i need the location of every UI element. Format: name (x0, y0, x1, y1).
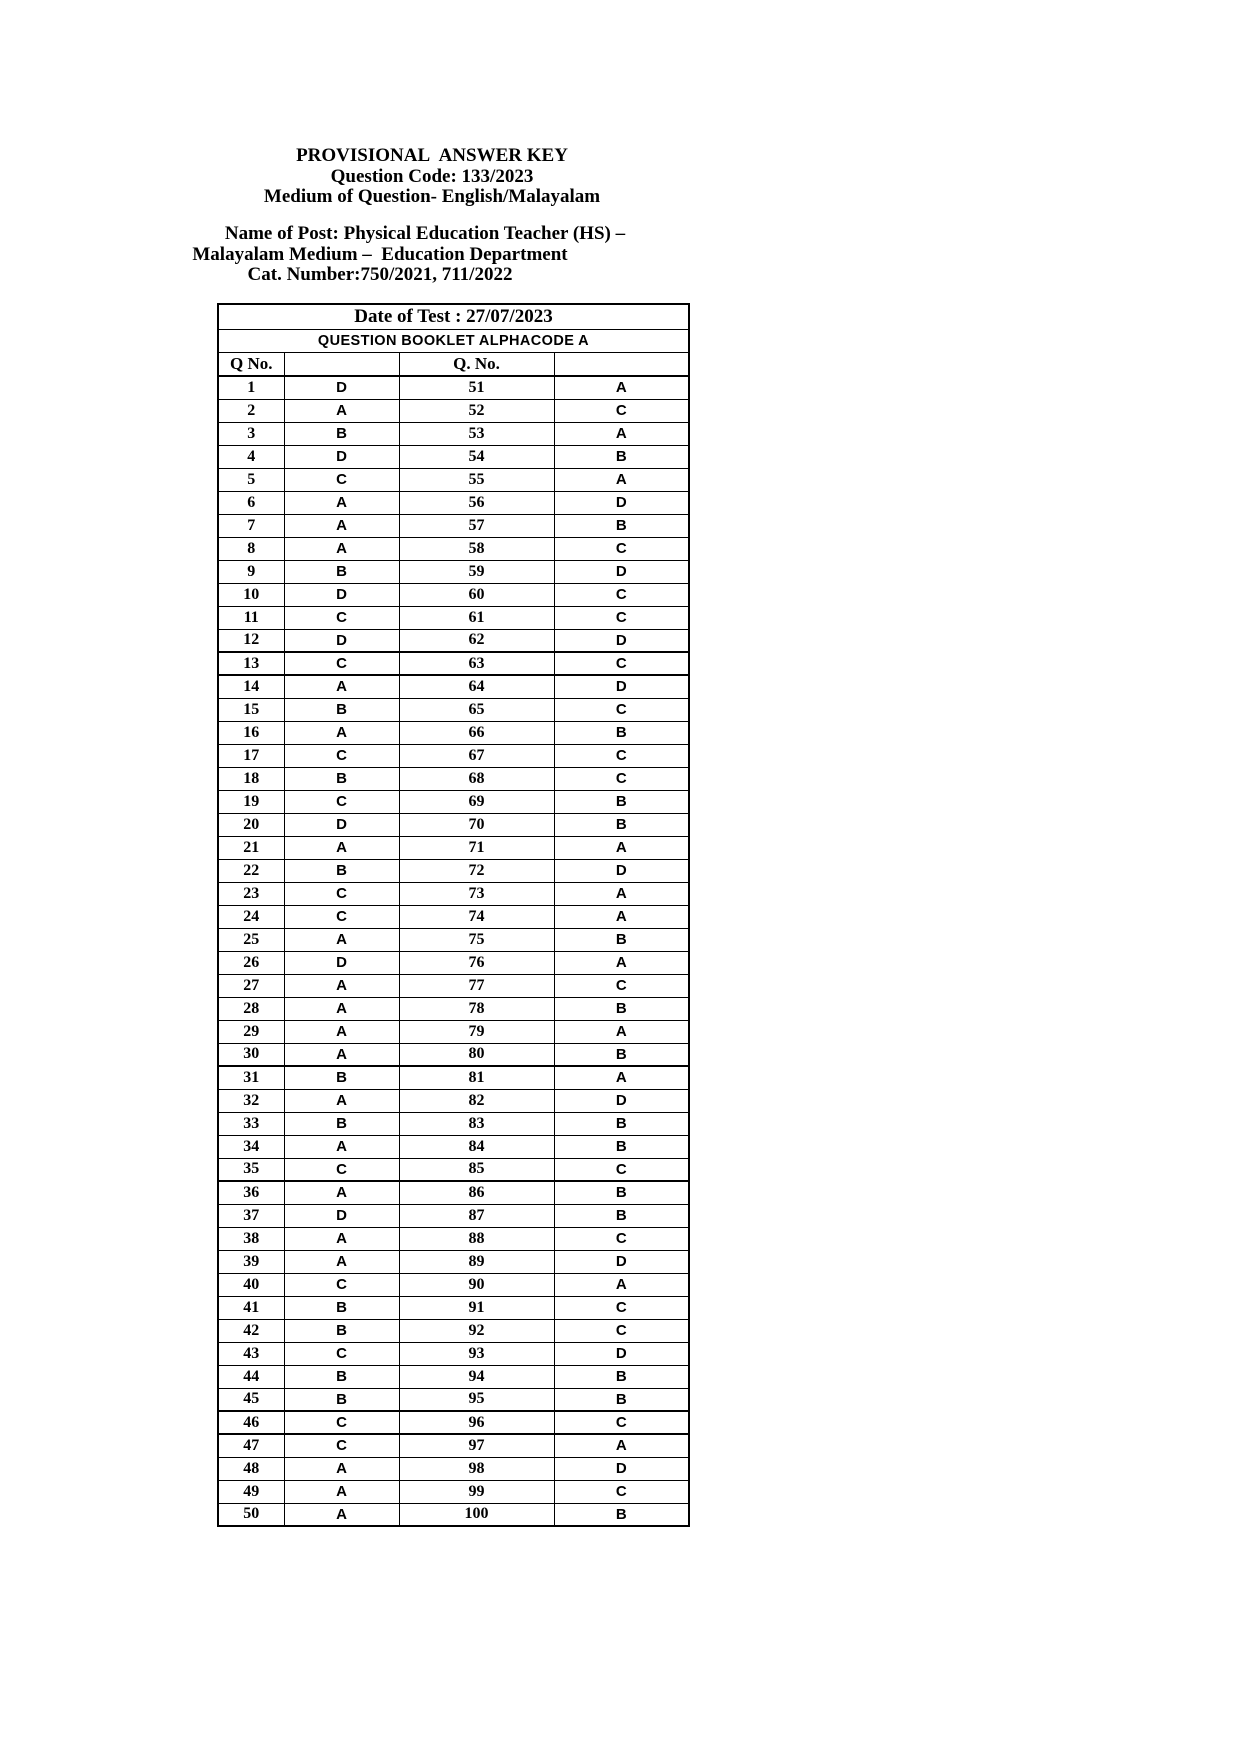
table-row (218, 721, 689, 744)
answer-cell: A (284, 1480, 399, 1503)
question-number-cell: 46 (218, 1411, 284, 1434)
answer-cell: A (554, 468, 689, 491)
answer-cell: C (554, 1480, 689, 1503)
column-header-row (218, 353, 689, 377)
table-row (218, 1480, 689, 1503)
table-row (218, 560, 689, 583)
table-row (218, 790, 689, 813)
question-number-cell: 42 (218, 1319, 284, 1342)
answer-cell: A (554, 376, 689, 399)
answer-cell: D (284, 951, 399, 974)
answer-cell: A (554, 422, 689, 445)
answer-cell: B (554, 813, 689, 836)
answer-cell: C (554, 583, 689, 606)
question-number-cell: 31 (218, 1066, 284, 1089)
answer-cell: A (284, 1181, 399, 1204)
answer-cell: D (554, 629, 689, 652)
answer-cell: B (554, 1204, 689, 1227)
question-number-cell: 5 (218, 468, 284, 491)
table-row (218, 836, 689, 859)
qno-header-right: Q. No. (399, 353, 554, 377)
qno-header-left: Q No. (218, 353, 284, 377)
table-row (218, 1457, 689, 1480)
question-number-cell: 54 (399, 445, 554, 468)
answer-cell: A (284, 974, 399, 997)
table-row (218, 1250, 689, 1273)
question-number-cell: 40 (218, 1273, 284, 1296)
answer-cell: B (554, 1503, 689, 1526)
answer-cell: B (554, 790, 689, 813)
question-number-cell: 84 (399, 1135, 554, 1158)
answer-cell: B (284, 1365, 399, 1388)
answer-cell: C (284, 1158, 399, 1181)
question-number-cell: 82 (399, 1089, 554, 1112)
question-number-cell: 10 (218, 583, 284, 606)
answer-cell: B (554, 445, 689, 468)
question-number-cell: 12 (218, 629, 284, 652)
question-number-cell: 50 (218, 1503, 284, 1526)
table-row (218, 974, 689, 997)
answer-cell: C (284, 606, 399, 629)
question-number-cell: 57 (399, 514, 554, 537)
table-row (218, 1365, 689, 1388)
question-number-cell: 52 (399, 399, 554, 422)
question-number-cell: 91 (399, 1296, 554, 1319)
question-number-cell: 18 (218, 767, 284, 790)
question-number-cell: 76 (399, 951, 554, 974)
name-of-post-line: Name of Post: Physical Education Teacher (HS) – (224, 223, 626, 244)
question-number-cell: 7 (218, 514, 284, 537)
answer-cell: A (554, 1066, 689, 1089)
answer-cell: C (284, 1342, 399, 1365)
answer-cell: B (554, 1112, 689, 1135)
answer-cell: C (554, 744, 689, 767)
answer-cell: B (284, 422, 399, 445)
answer-cell: B (554, 997, 689, 1020)
question-number-cell: 97 (399, 1434, 554, 1457)
question-number-cell: 33 (218, 1112, 284, 1135)
post-department-line: Malayalam Medium – Education Department (192, 243, 568, 265)
table-row (218, 1158, 689, 1181)
answer-cell: D (284, 583, 399, 606)
table-row (218, 1020, 689, 1043)
question-number-cell: 56 (399, 491, 554, 514)
question-number-cell: 85 (399, 1158, 554, 1181)
answer-cell: D (554, 560, 689, 583)
table-row (218, 1204, 689, 1227)
answer-cell: A (284, 1020, 399, 1043)
answer-cell: C (554, 399, 689, 422)
table-row (218, 1296, 689, 1319)
post-details-block (130, 224, 630, 286)
question-number-cell: 4 (218, 445, 284, 468)
question-number-cell: 61 (399, 606, 554, 629)
answer-cell: A (284, 1457, 399, 1480)
question-number-cell: 29 (218, 1020, 284, 1043)
answer-cell: B (284, 1296, 399, 1319)
answer-cell: C (284, 1411, 399, 1434)
table-row (218, 997, 689, 1020)
question-number-cell: 9 (218, 560, 284, 583)
question-number-cell: 86 (399, 1181, 554, 1204)
answer-key-table (217, 303, 690, 1527)
answer-cell: A (284, 836, 399, 859)
answer-cell: A (284, 514, 399, 537)
answer-cell: B (284, 767, 399, 790)
answer-cell: B (554, 1181, 689, 1204)
answer-cell: D (554, 1342, 689, 1365)
question-number-cell: 2 (218, 399, 284, 422)
table-row (218, 606, 689, 629)
answer-cell: D (554, 1250, 689, 1273)
question-number-cell: 96 (399, 1411, 554, 1434)
answer-cell: C (554, 767, 689, 790)
table-head (218, 304, 689, 376)
question-number-cell: 87 (399, 1204, 554, 1227)
table-row (218, 859, 689, 882)
table-row (218, 882, 689, 905)
answer-cell: B (284, 1066, 399, 1089)
question-number-cell: 64 (399, 675, 554, 698)
question-number-cell: 95 (399, 1388, 554, 1411)
answer-cell: B (554, 514, 689, 537)
answer-cell: D (554, 1457, 689, 1480)
question-number-cell: 70 (399, 813, 554, 836)
answer-cell: C (284, 1434, 399, 1457)
table-row (218, 399, 689, 422)
table-row (218, 1273, 689, 1296)
answer-cell: A (554, 951, 689, 974)
table-row (218, 1227, 689, 1250)
question-number-cell: 48 (218, 1457, 284, 1480)
answer-cell: C (284, 905, 399, 928)
question-number-cell: 17 (218, 744, 284, 767)
question-number-cell: 44 (218, 1365, 284, 1388)
answer-cell: C (554, 974, 689, 997)
table-row (218, 675, 689, 698)
answer-cell: C (554, 1296, 689, 1319)
question-number-cell: 93 (399, 1342, 554, 1365)
question-number-cell: 73 (399, 882, 554, 905)
answer-cell: A (554, 1273, 689, 1296)
answer-cell: B (554, 928, 689, 951)
question-number-cell: 24 (218, 905, 284, 928)
table-row (218, 1089, 689, 1112)
question-number-cell: 65 (399, 698, 554, 721)
answer-cell: B (284, 1112, 399, 1135)
answer-cell: A (284, 1227, 399, 1250)
answer-cell: A (284, 1135, 399, 1158)
answer-cell: D (554, 491, 689, 514)
document-title: PROVISIONAL ANSWER KEY (296, 145, 568, 166)
answer-cell: C (284, 1273, 399, 1296)
question-number-cell: 74 (399, 905, 554, 928)
answer-rows (218, 376, 689, 1526)
table-row (218, 468, 689, 491)
question-number-cell: 37 (218, 1204, 284, 1227)
table-row (218, 1434, 689, 1457)
table-row (218, 491, 689, 514)
answer-cell: B (284, 1388, 399, 1411)
table-row (218, 928, 689, 951)
table-row (218, 698, 689, 721)
alphacode-label: QUESTION BOOKLET ALPHACODE A (218, 330, 689, 353)
answer-cell: A (284, 928, 399, 951)
answer-cell: A (284, 1089, 399, 1112)
question-number-cell: 90 (399, 1273, 554, 1296)
question-number-cell: 80 (399, 1043, 554, 1066)
answer-cell: A (284, 537, 399, 560)
answer-cell: B (554, 1043, 689, 1066)
answer-cell: A (554, 1434, 689, 1457)
answer-cell: A (284, 1503, 399, 1526)
table-row (218, 1066, 689, 1089)
question-number-cell: 59 (399, 560, 554, 583)
answer-cell: B (284, 698, 399, 721)
answer-cell: B (554, 1365, 689, 1388)
date-of-test-row (218, 304, 689, 330)
table-row (218, 514, 689, 537)
question-number-cell: 81 (399, 1066, 554, 1089)
question-number-cell: 99 (399, 1480, 554, 1503)
question-number-cell: 55 (399, 468, 554, 491)
question-number-cell: 28 (218, 997, 284, 1020)
table-row (218, 767, 689, 790)
answer-cell: B (554, 721, 689, 744)
question-number-cell: 1 (218, 376, 284, 399)
question-number-cell: 41 (218, 1296, 284, 1319)
date-of-test-label: Date of Test : 27/07/2023 (218, 304, 689, 330)
answer-cell: D (284, 1204, 399, 1227)
question-number-cell: 35 (218, 1158, 284, 1181)
question-number-cell: 32 (218, 1089, 284, 1112)
answer-cell: D (554, 1089, 689, 1112)
answer-cell: C (284, 744, 399, 767)
question-number-cell: 78 (399, 997, 554, 1020)
medium-of-question-line: Medium of Question- English/Malayalam (263, 186, 601, 207)
answer-cell: D (284, 445, 399, 468)
table-row (218, 905, 689, 928)
answer-cell: A (554, 836, 689, 859)
question-number-cell: 67 (399, 744, 554, 767)
question-number-cell: 21 (218, 836, 284, 859)
question-number-cell: 45 (218, 1388, 284, 1411)
question-number-cell: 68 (399, 767, 554, 790)
question-number-cell: 98 (399, 1457, 554, 1480)
question-number-cell: 100 (399, 1503, 554, 1526)
answer-cell: C (554, 1227, 689, 1250)
table-row (218, 1181, 689, 1204)
answer-cell: C (554, 698, 689, 721)
question-number-cell: 39 (218, 1250, 284, 1273)
question-number-cell: 92 (399, 1319, 554, 1342)
title-block (182, 146, 682, 208)
alphacode-row (218, 330, 689, 353)
table-row (218, 376, 689, 399)
question-number-cell: 11 (218, 606, 284, 629)
question-number-cell: 36 (218, 1181, 284, 1204)
answer-cell: C (554, 537, 689, 560)
answer-cell: A (284, 997, 399, 1020)
table-row (218, 583, 689, 606)
question-number-cell: 34 (218, 1135, 284, 1158)
answer-cell: C (284, 652, 399, 675)
question-number-cell: 60 (399, 583, 554, 606)
answer-cell: C (554, 652, 689, 675)
answer-cell: A (554, 882, 689, 905)
question-number-cell: 79 (399, 1020, 554, 1043)
answer-cell: B (554, 1388, 689, 1411)
question-number-cell: 27 (218, 974, 284, 997)
question-number-cell: 72 (399, 859, 554, 882)
answer-cell: A (284, 721, 399, 744)
question-number-cell: 22 (218, 859, 284, 882)
answer-cell: C (284, 468, 399, 491)
answer-header-left (284, 353, 399, 377)
answer-cell: B (284, 560, 399, 583)
question-number-cell: 23 (218, 882, 284, 905)
table-row (218, 1112, 689, 1135)
table-row (218, 1388, 689, 1411)
answer-cell: C (284, 790, 399, 813)
answer-cell: D (284, 376, 399, 399)
question-number-cell: 47 (218, 1434, 284, 1457)
question-number-cell: 94 (399, 1365, 554, 1388)
question-number-cell: 75 (399, 928, 554, 951)
question-number-cell: 58 (399, 537, 554, 560)
table-row (218, 1342, 689, 1365)
table-row (218, 1503, 689, 1526)
answer-cell: A (554, 905, 689, 928)
question-number-cell: 8 (218, 537, 284, 560)
question-number-cell: 16 (218, 721, 284, 744)
table-row (218, 629, 689, 652)
table-row (218, 1411, 689, 1434)
answer-cell: A (554, 1020, 689, 1043)
question-number-cell: 19 (218, 790, 284, 813)
answer-cell: A (284, 399, 399, 422)
question-number-cell: 30 (218, 1043, 284, 1066)
answer-cell: A (284, 1043, 399, 1066)
table-row (218, 422, 689, 445)
answer-cell: C (284, 882, 399, 905)
answer-cell: A (284, 491, 399, 514)
question-number-cell: 3 (218, 422, 284, 445)
question-number-cell: 83 (399, 1112, 554, 1135)
answer-cell: C (554, 1319, 689, 1342)
table-row (218, 1319, 689, 1342)
question-number-cell: 15 (218, 698, 284, 721)
question-number-cell: 43 (218, 1342, 284, 1365)
question-code-line: Question Code: 133/2023 (330, 165, 534, 187)
question-number-cell: 25 (218, 928, 284, 951)
question-number-cell: 26 (218, 951, 284, 974)
question-number-cell: 20 (218, 813, 284, 836)
question-number-cell: 77 (399, 974, 554, 997)
answer-cell: C (554, 1411, 689, 1434)
question-number-cell: 53 (399, 422, 554, 445)
answer-cell: D (284, 813, 399, 836)
answer-cell: D (554, 859, 689, 882)
question-number-cell: 89 (399, 1250, 554, 1273)
question-number-cell: 88 (399, 1227, 554, 1250)
table-row (218, 652, 689, 675)
table-row (218, 744, 689, 767)
question-number-cell: 63 (399, 652, 554, 675)
question-number-cell: 62 (399, 629, 554, 652)
question-number-cell: 71 (399, 836, 554, 859)
answer-header-right (554, 353, 689, 377)
table-row (218, 813, 689, 836)
question-number-cell: 6 (218, 491, 284, 514)
table-row (218, 537, 689, 560)
question-number-cell: 14 (218, 675, 284, 698)
answer-cell: B (554, 1135, 689, 1158)
answer-cell: D (554, 675, 689, 698)
question-number-cell: 13 (218, 652, 284, 675)
answer-cell: C (554, 1158, 689, 1181)
question-number-cell: 66 (399, 721, 554, 744)
answer-cell: B (284, 859, 399, 882)
table-row (218, 1043, 689, 1066)
question-number-cell: 51 (399, 376, 554, 399)
table-row (218, 1135, 689, 1158)
table-row (218, 445, 689, 468)
answer-cell: A (284, 1250, 399, 1273)
answer-cell: D (284, 629, 399, 652)
cat-number-line: Cat. Number:750/2021, 711/2022 (247, 264, 513, 285)
answer-cell: C (554, 606, 689, 629)
answer-cell: B (284, 1319, 399, 1342)
question-number-cell: 69 (399, 790, 554, 813)
question-number-cell: 49 (218, 1480, 284, 1503)
table-row (218, 951, 689, 974)
answer-cell: A (284, 675, 399, 698)
question-number-cell: 38 (218, 1227, 284, 1250)
